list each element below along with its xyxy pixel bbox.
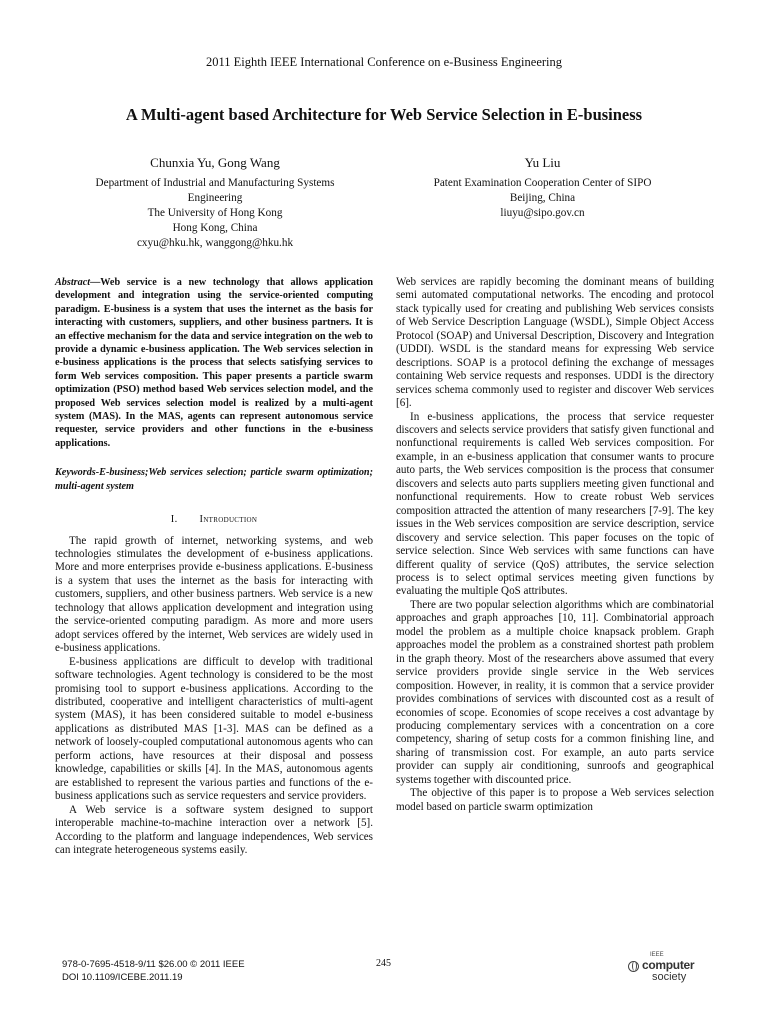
body-paragraph: A Web service is a software system designed to support interoperable machine-to-machine interaction over a network [5]. According to the platform and language independences, Web services can integrate heterogeneous systems easily. <box>55 803 373 856</box>
abstract-text: —Web service is a new technology that allows application development and integration using the service-oriented computing paradigm. E-business is a system that uses the internet as the basis for interacting with customers, suppliers, and other business partners. It is an effective mechanism for the data and service integration on the web to provide a dynamic e-business application. The Web services selection in e-business applications is the process that selects satisfying services to form Web services composition. This paper presents a particle swarm optimization (PSO) method based Web services selection model, and the proposed Web services selection model is realized by a multi-agent system (MAS). In the MAS, agents can represent autonomous service requester, service providers and other functions in the e-business applications. <box>55 277 373 449</box>
affiliation-line: Beijing, China <box>509 192 576 204</box>
affiliation-line: Engineering <box>187 192 243 204</box>
section-heading <box>55 513 373 526</box>
author-names-left: Chunxia Yu, Gong Wang <box>150 155 280 170</box>
abstract <box>55 276 373 450</box>
body-paragraph: Web services are rapidly becoming the dominant means of building semi automated computational networks. The encoding and protocol stack typically used for creating and publishing Web services consists of Web Service Description Language (WSDL), Simple Object Access Protocol (SOAP) and Universal Description, Discovery and Integration (UDDI). WSDL is the standard means for expressing Web service descriptions. SOAP is a protocol defining the exchange of messages containing Web service requests and responses. UDDI is the directory services schema commonly used to register and discover Web services [6]. <box>396 276 714 410</box>
abstract-label: Abstract <box>55 277 91 288</box>
footer-copyright <box>62 958 245 984</box>
author-block-left <box>55 155 375 251</box>
footer-doi: DOI 10.1109/ICEBE.2011.19 <box>62 972 183 983</box>
keywords-text: Keywords-E-business;Web services selection; particle swarm optimization; multi-agent system <box>55 467 373 492</box>
section-number: I. <box>170 514 178 526</box>
keywords <box>55 466 373 493</box>
author-names-right: Yu Liu <box>524 155 561 170</box>
affiliation-line: Patent Examination Cooperation Center of SIPO <box>433 177 652 189</box>
author-block-right <box>380 155 705 221</box>
affiliation-line: Hong Kong, China <box>172 222 258 234</box>
body-paragraph: E-business applications are difficult to develop with traditional software technologies. Agent technology is considered to be the most promising tool to support e-business applications. According to the distributed, cooperative and intelligent characteristics of multi-agent system (MAS), it has been considered suitable to model e-business applications as distributed MAS [1-3]. MAS can be defined as a network of loosely-coupled computational autonomous agents who can perform actions, have resources at their disposal and possess knowledge, capabilities or skills [4]. In the MAS, autonomous agents are established to represent the various parties and functions of the e-business applications such as service requesters and service providers. <box>55 655 373 803</box>
body-paragraph: In e-business applications, the process that service requester discovers and selects service providers that satisfy given functional and nonfunctional requirements is called Web services composition. For example, in an e-business application that consumer wants to procure auto parts, the Web services composition is the process that consumer discovers and selects auto parts suppliers meeting given functional and nonfunctional requirements. How to create robust Web services composition attracted the attention of many researchers [7-9]. The key issues in the Web services composition are service description, service discovery and service selection. This paper focuses on the topic of service selection. Since Web services with same functions can have different quality of service (QoS) attributes, the service selection process is to select optimal services meeting given functions by evaluating the multiple QoS attributes. <box>396 410 714 598</box>
left-column <box>55 276 373 857</box>
conference-header: 2011 Eighth IEEE International Conference on e-Business Engineering <box>205 55 563 69</box>
right-column <box>396 276 714 814</box>
footer-isbn: 978-0-7695-4518-9/11 $26.00 © 2011 IEEE <box>62 959 245 970</box>
page-number: 245 <box>376 958 391 969</box>
body-paragraph: There are two popular selection algorithms which are combinatorial approaches and graph approaches [10, 11]. Combinatorial approach model the problem as a multiple choice knapsack problem. Graph approaches model the problem as a constrained shortest path problem in the graph theory. Most of the researchers above assumed that every service providers provide single service in the Web services composition. However, in reality, it is common that a service provider provides combinations of services with discounted cost as a result of economies of scope. Economies of scope receives a cost advantage by producing complementary services with a concentration on a core competency, sharing of setup costs for a common finishing line, and sharing of transmission cost. For example, an auto parts service provider can supply air conditioning, sunroofs and geographical systems together with discounted price. <box>396 598 714 786</box>
ieee-computer-society-logo <box>628 952 708 984</box>
body-paragraph: The objective of this paper is to propose a Web services selection model based on particle swarm optimization <box>396 787 714 813</box>
author-email: cxyu@hku.hk, wanggong@hku.hk <box>136 237 294 249</box>
logo-society-text: society <box>652 971 687 983</box>
affiliation-line: Department of Industrial and Manufacturing Systems <box>95 177 335 189</box>
section-title: Introduction <box>199 514 258 526</box>
globe-icon <box>628 961 639 972</box>
logo-computer-text: computer <box>642 958 695 972</box>
logo-ieee-text: IEEE <box>650 952 664 958</box>
author-email: liuyu@sipo.gov.cn <box>500 207 585 219</box>
paper-title: A Multi-agent based Architecture for Web Service Selection in E-business <box>125 105 643 124</box>
body-paragraph: The rapid growth of internet, networking systems, and web technologies stimulates the development of e-business applications. More and more enterprises provide e-business applications. E-business is a system that uses the internet as the basis for interacting with customers, suppliers, and other business partners. Web service is a new technology that allows application development and integration using the service-oriented computing paradigm. As more and more users adopt services offered by the internet, Web services are widely used in e-business applications. <box>55 534 373 655</box>
affiliation-line: The University of Hong Kong <box>147 207 283 219</box>
